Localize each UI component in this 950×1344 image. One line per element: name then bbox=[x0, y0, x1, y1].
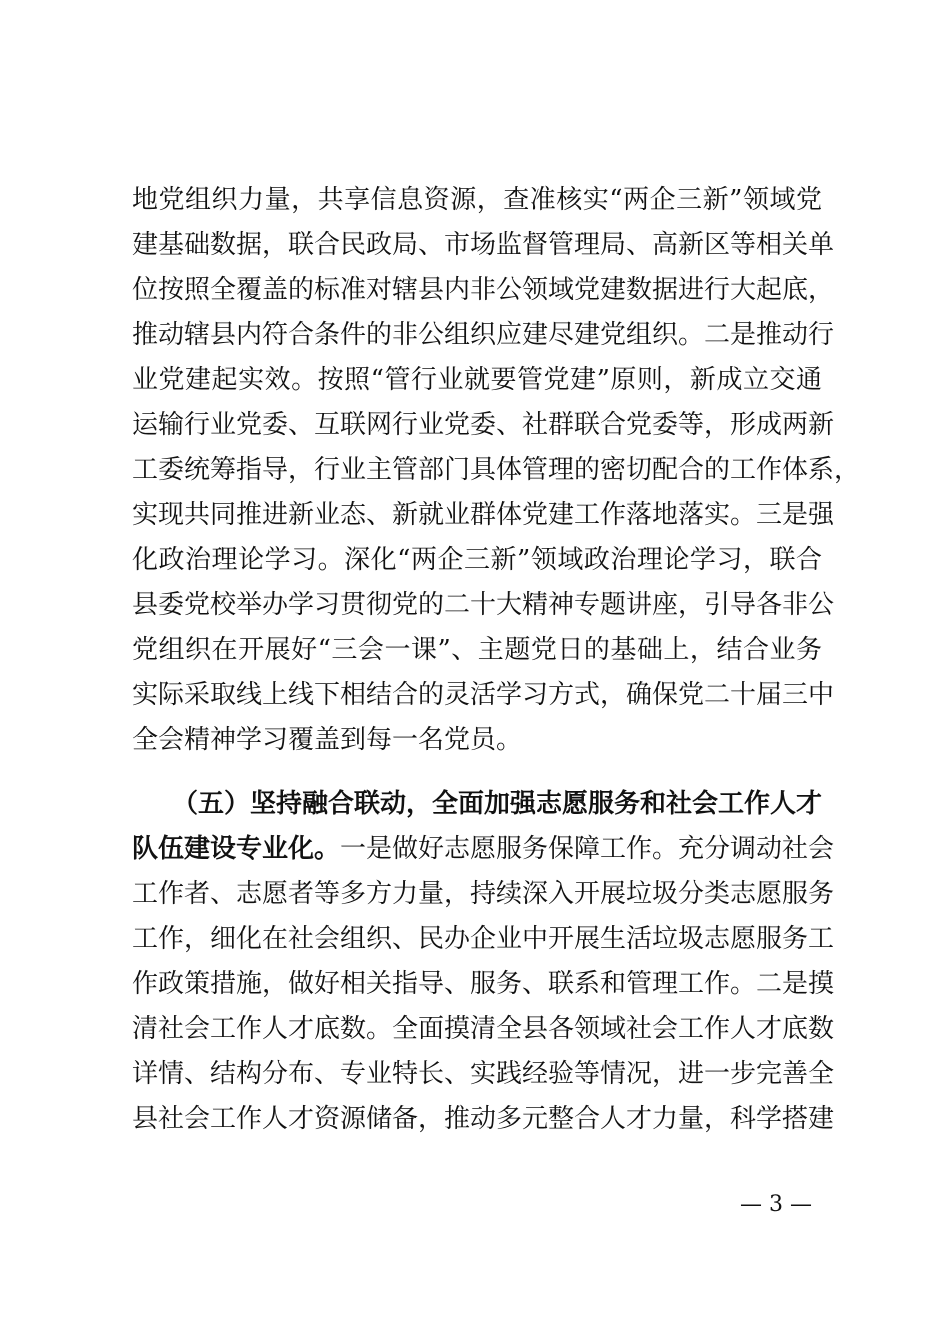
paragraph-line: 建基础数据，联合民政局、市场监督管理局、高新区等相关单 bbox=[132, 230, 835, 260]
section-heading: （五）坚持融合联动，全面加强志愿服务和社会工作人才 bbox=[172, 789, 823, 819]
section-heading-continuation bbox=[132, 827, 835, 872]
paragraph-line: 运输行业党委、互联网行业党委、社群联合党委等，形成两新 bbox=[132, 410, 835, 440]
paragraph-line: 推动辖县内符合条件的非公组织应建尽建党组织。二是推动行 bbox=[132, 320, 835, 350]
paragraph-line: 工委统筹指导，行业主管部门具体管理的密切配合的工作体系， bbox=[132, 455, 861, 485]
paragraph-line: 实现共同推进新业态、新就业群体党建工作落地落实。三是强 bbox=[132, 500, 835, 530]
paragraph-line: 县社会工作人才资源储备，推动多元整合人才力量，科学搭建 bbox=[132, 1104, 835, 1134]
paragraph-line: 工作者、志愿者等多方力量，持续深入开展垃圾分类志愿服务 bbox=[132, 879, 835, 909]
section-heading-end: 队伍建设专业化。 bbox=[132, 834, 341, 864]
paragraph-line: 实际采取线上线下相结合的灵活学习方式，确保党二十届三中 bbox=[132, 680, 835, 710]
paragraph-line: 县委党校举办学习贯彻党的二十大精神专题讲座，引导各非公 bbox=[132, 590, 835, 620]
paragraph-line: 业党建起实效。按照“管行业就要管党建”原则，新成立交通 bbox=[132, 365, 822, 395]
paragraph-line: 全会精神学习覆盖到每一名党员。 bbox=[132, 725, 523, 755]
page-number: — 3 — bbox=[740, 1192, 812, 1217]
paragraph-line: 地党组织力量，共享信息资源，查准核实“两企三新”领域党 bbox=[132, 185, 822, 215]
paragraph-line: 工作，细化在社会组织、民办企业中开展生活垃圾志愿服务工 bbox=[132, 924, 835, 954]
paragraph-line: 位按照全覆盖的标准对辖县内非公领域党建数据进行大起底， bbox=[132, 275, 835, 305]
paragraph-line: 详情、结构分布、专业特长、实践经验等情况，进一步完善全 bbox=[132, 1059, 835, 1089]
section-text-start: 一是做好志愿服务保障工作。充分调动社会 bbox=[340, 834, 835, 864]
paragraph-line: 党组织在开展好“三会一课”、主题党日的基础上，结合业务 bbox=[132, 635, 822, 665]
paragraph-line: 清社会工作人才底数。全面摸清全县各领域社会工作人才底数 bbox=[132, 1014, 835, 1044]
paragraph-line: 化政治理论学习。深化“两企三新”领域政治理论学习，联合 bbox=[132, 545, 822, 575]
paragraph-line: 作政策措施，做好相关指导、服务、联系和管理工作。二是摸 bbox=[132, 969, 835, 999]
body-text bbox=[132, 178, 861, 1142]
